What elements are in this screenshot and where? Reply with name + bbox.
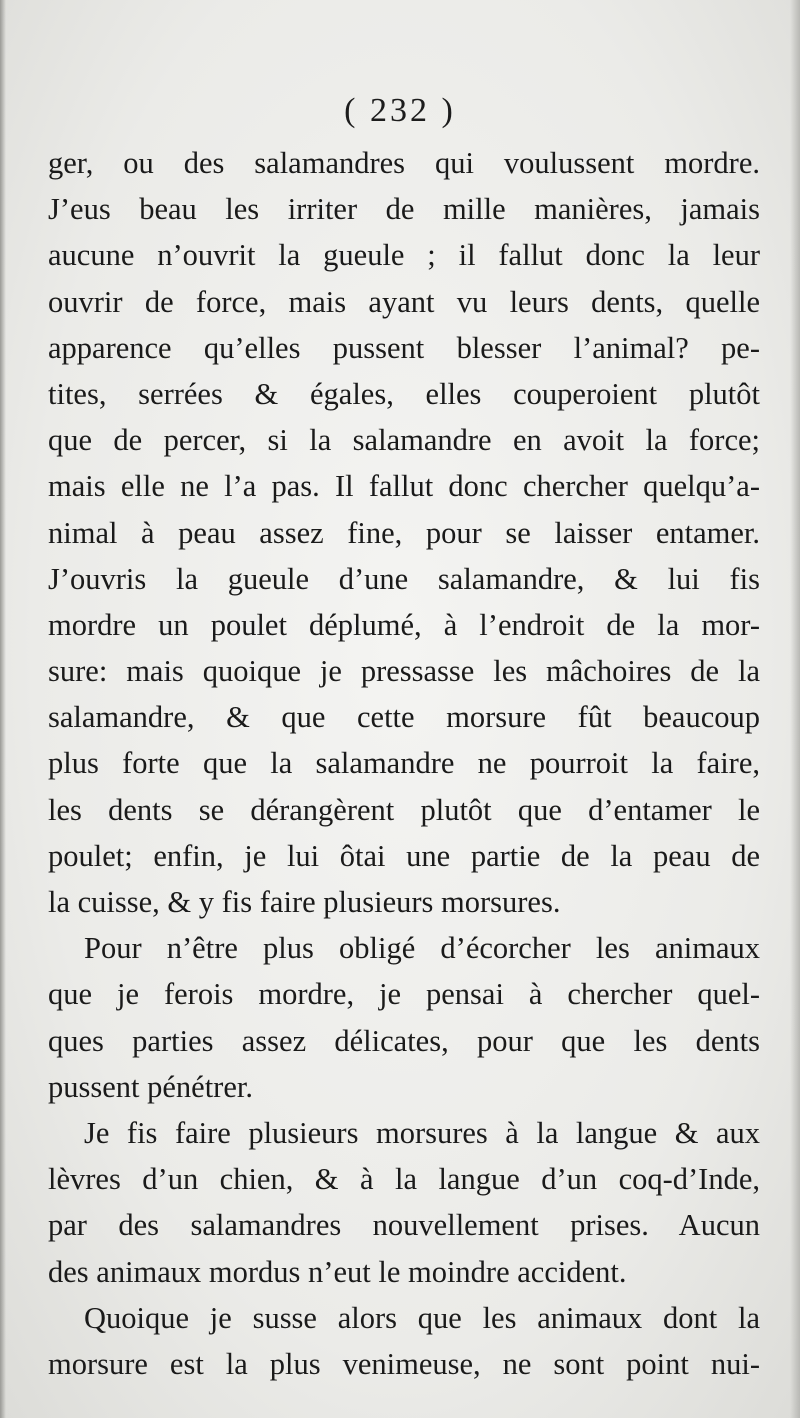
text-line: que je ferois mordre, je pensai à chercher quel- <box>48 977 760 1012</box>
paragraph-first-line: Pour n’être plus obligé d’écorcher les animaux <box>84 931 760 966</box>
text-line: que de percer, si la salamandre en avoit la force; <box>48 423 760 458</box>
text-line: morsure est la plus venimeuse, ne sont point nui- <box>48 1346 760 1381</box>
text-line: plus forte que la salamandre ne pourroit la faire, <box>48 746 760 781</box>
text-line: lèvres d’un chien, & à la langue d’un coq-d’Inde, <box>48 1162 760 1197</box>
page-left-edge <box>0 0 6 1418</box>
text-line: mais elle ne l’a pas. Il fallut donc chercher quelqu’a- <box>48 469 760 504</box>
text-line: J’ouvris la gueule d’une salamandre, & lui fis <box>48 561 760 596</box>
text-line: sure: mais quoique je pressasse les mâchoires de la <box>48 654 760 689</box>
text-line: mordre un poulet déplumé, à l’endroit de la mor- <box>48 607 760 642</box>
text-line: aucune n’ouvrit la gueule ; il fallut donc la leur <box>48 238 760 273</box>
paragraph-first-line: Quoique je susse alors que les animaux dont la <box>84 1300 760 1335</box>
text-line: apparence qu’elles pussent blesser l’animal? pe- <box>48 330 760 365</box>
text-line: des animaux mordus n’eut le moindre accident. <box>48 1254 627 1289</box>
text-line: par des salamandres nouvellement prises. Aucun <box>48 1208 760 1243</box>
text-line: ouvrir de force, mais ayant vu leurs dents, quelle <box>48 284 760 319</box>
page-number: ( 232 ) <box>344 92 456 129</box>
paragraph-first-line: Je fis faire plusieurs morsures à la langue & aux <box>84 1115 760 1150</box>
text-line: pussent pénétrer. <box>48 1069 253 1104</box>
text-line: tites, serrées & égales, elles couperoient plutôt <box>48 376 760 411</box>
text-line: nimal à peau assez fine, pour se laisser entamer. <box>48 515 760 550</box>
text-line: salamandre, & que cette morsure fût beaucoup <box>48 700 760 735</box>
text-line: J’eus beau les irriter de mille manières, jamais <box>48 192 760 227</box>
body-text <box>48 140 760 1387</box>
page-right-edge <box>790 0 800 1418</box>
text-line: la cuisse, & y fis faire plusieurs morsures. <box>48 885 561 919</box>
text-line: les dents se dérangèrent plutôt que d’entamer le <box>48 792 760 827</box>
text-line: ques parties assez délicates, pour que les dents <box>48 1023 760 1058</box>
text-line: poulet; enfin, je lui ôtai une partie de la peau de <box>48 838 760 873</box>
text-line: ger, ou des salamandres qui voulussent mordre. <box>48 146 760 180</box>
